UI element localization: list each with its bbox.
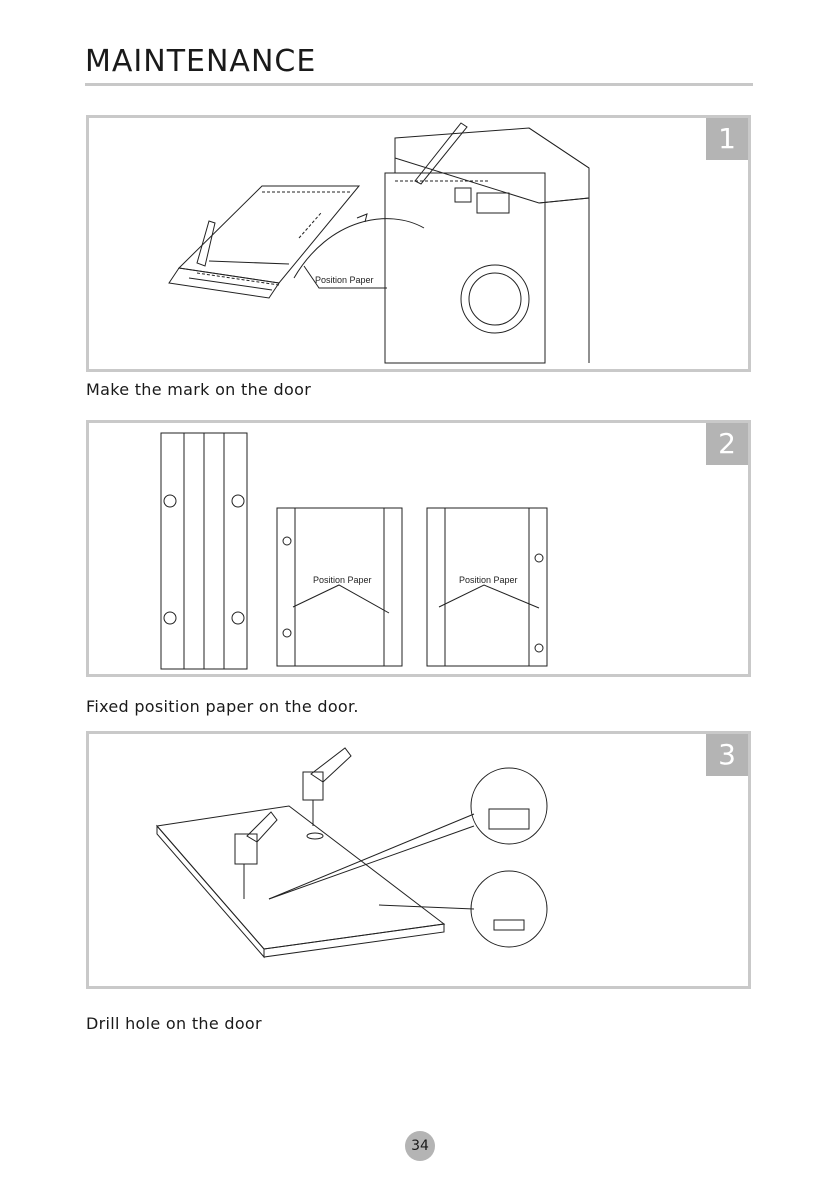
position-paper-label: Position Paper <box>315 275 374 285</box>
step-2-illustration <box>89 423 748 674</box>
step-3-caption: Drill hole on the door <box>86 1014 262 1033</box>
page-title: MAINTENANCE <box>85 44 317 79</box>
step-3-panel <box>86 731 751 989</box>
step-2-number: 2 <box>706 423 748 465</box>
position-paper-label-b: Position Paper <box>459 575 518 585</box>
title-divider <box>85 83 753 86</box>
step-3-number: 3 <box>706 734 748 776</box>
step-1-number: 1 <box>706 118 748 160</box>
page-number-badge: 34 <box>405 1131 435 1161</box>
step-3-illustration <box>89 734 748 986</box>
step-2-panel <box>86 420 751 677</box>
position-paper-label-a: Position Paper <box>313 575 372 585</box>
step-1-panel <box>86 115 751 372</box>
step-1-illustration <box>89 118 748 369</box>
step-1-caption: Make the mark on the door <box>86 380 312 399</box>
step-2-caption: Fixed position paper on the door. <box>86 697 359 716</box>
